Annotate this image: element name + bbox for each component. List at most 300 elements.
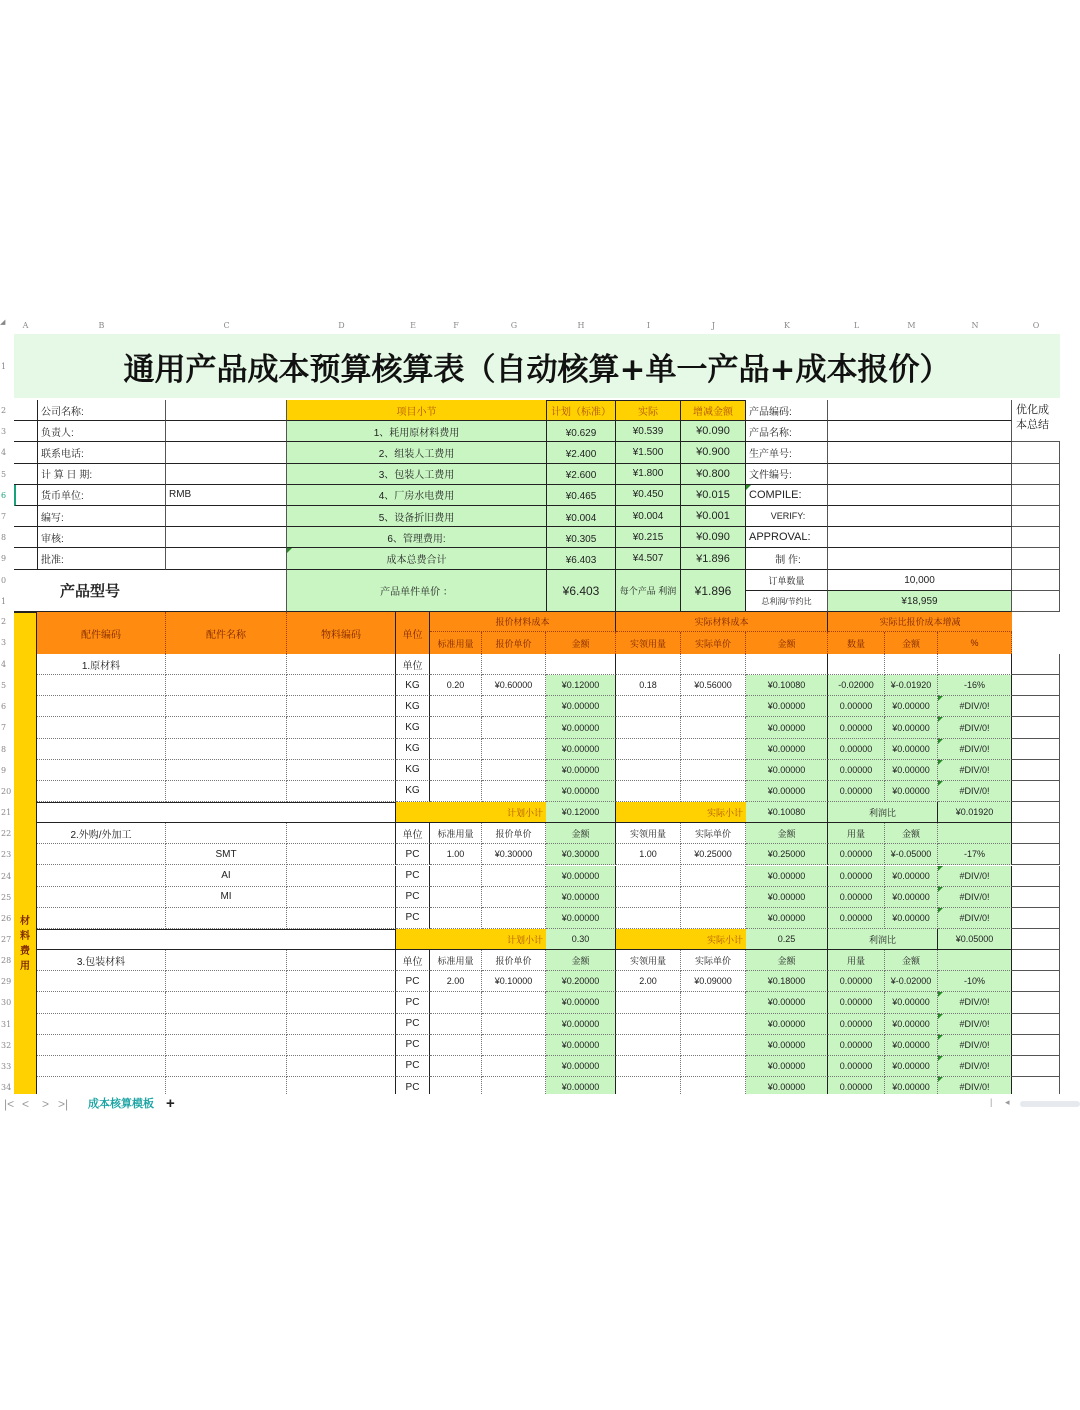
summary-item[interactable]: 2、组装人工费用 xyxy=(287,442,546,463)
blank-cell[interactable] xyxy=(14,464,37,485)
actual-amount-cell[interactable]: ¥0.00000 xyxy=(746,992,828,1013)
part-name-cell[interactable]: AI xyxy=(166,866,287,887)
qty-cell[interactable]: 0.00000 xyxy=(828,760,885,781)
actual-qty-cell[interactable] xyxy=(616,908,681,929)
part-name-cell[interactable] xyxy=(166,717,287,738)
optimize-summary-note[interactable]: 优化成本总结 xyxy=(1012,400,1060,442)
actual-qty-cell[interactable]: 2.00 xyxy=(616,971,681,992)
quote-price-cell[interactable] xyxy=(482,887,546,908)
diff-amount-cell[interactable]: ¥0.00000 xyxy=(885,1056,938,1077)
unit-cell[interactable]: PC xyxy=(396,1014,430,1035)
column-header-k[interactable]: K xyxy=(784,321,790,330)
actual-price-cell[interactable] xyxy=(681,992,746,1013)
material-code-cell[interactable] xyxy=(287,760,396,781)
diff-amount-cell[interactable]: ¥0.00000 xyxy=(885,739,938,760)
material-code-cell[interactable] xyxy=(287,992,396,1013)
blank-cell[interactable] xyxy=(1012,950,1060,971)
diff-amount-cell[interactable]: ¥0.00000 xyxy=(885,866,938,887)
qty-cell[interactable]: 用量 xyxy=(828,950,885,971)
header-material-code[interactable]: 物料编码 xyxy=(287,612,396,654)
actual-qty-cell[interactable] xyxy=(616,739,681,760)
info-value[interactable] xyxy=(166,506,287,527)
summary-diff[interactable]: ¥0.001 xyxy=(681,506,746,527)
actual-amount-cell[interactable]: ¥0.00000 xyxy=(746,1077,828,1098)
blank-cell[interactable] xyxy=(1012,802,1060,823)
summary-header-item[interactable]: 项目小节 xyxy=(287,400,546,421)
pct-cell[interactable]: #DIV/0! xyxy=(938,992,1012,1013)
actual-qty-cell[interactable] xyxy=(616,866,681,887)
std-qty-cell[interactable] xyxy=(430,887,482,908)
info-value[interactable] xyxy=(828,506,1012,527)
amount-cell[interactable]: ¥0.30000 xyxy=(546,844,616,865)
blank-cell[interactable] xyxy=(1012,844,1060,865)
info-value[interactable] xyxy=(166,548,287,570)
column-header-a[interactable]: A xyxy=(22,321,29,330)
qty-cell[interactable]: 0.00000 xyxy=(828,844,885,865)
pct-cell[interactable]: #DIV/0! xyxy=(938,696,1012,717)
info-label[interactable]: VERIFY: xyxy=(746,506,828,527)
info-value[interactable] xyxy=(166,400,287,421)
amount-cell[interactable]: ¥0.00000 xyxy=(546,866,616,887)
material-code-cell[interactable] xyxy=(287,717,396,738)
plan-subtotal-value[interactable]: 0.30 xyxy=(546,929,616,950)
row-header[interactable]: 6 xyxy=(1,490,7,500)
diff-amount-cell[interactable]: ¥-0.05000 xyxy=(885,844,938,865)
pct-cell[interactable]: #DIV/0! xyxy=(938,866,1012,887)
summary-note-cell[interactable] xyxy=(1012,442,1060,463)
material-code-cell[interactable] xyxy=(287,781,396,802)
diff-amount-cell[interactable]: ¥0.00000 xyxy=(885,1014,938,1035)
pct-cell[interactable]: -10% xyxy=(938,971,1012,992)
part-code-cell[interactable] xyxy=(37,717,166,738)
actual-amount-cell[interactable]: 金额 xyxy=(746,823,828,844)
part-code-cell[interactable] xyxy=(37,844,166,865)
column-header-m[interactable]: M xyxy=(907,321,916,330)
qty-cell[interactable]: 0.00000 xyxy=(828,1077,885,1098)
unit-cell[interactable]: KG xyxy=(396,739,430,760)
material-code-cell[interactable] xyxy=(287,950,396,971)
actual-qty-cell[interactable] xyxy=(616,696,681,717)
part-name-cell[interactable] xyxy=(166,696,287,717)
quote-price-cell[interactable] xyxy=(482,781,546,802)
amount-cell[interactable]: ¥0.00000 xyxy=(546,992,616,1013)
profit-ratio-value[interactable]: ¥0.01920 xyxy=(938,802,1012,823)
info-label[interactable]: 计 算 日 期: xyxy=(37,464,166,485)
first-sheet-button[interactable]: |< xyxy=(4,1097,15,1111)
blank-cell[interactable] xyxy=(1012,929,1060,950)
row-header[interactable]: 2 xyxy=(1,406,7,415)
unit-cell[interactable]: KG xyxy=(396,760,430,781)
part-name-cell[interactable] xyxy=(166,760,287,781)
material-code-cell[interactable] xyxy=(287,675,396,696)
part-name-cell[interactable] xyxy=(166,950,287,971)
actual-price-cell[interactable] xyxy=(681,781,746,802)
actual-amount-cell[interactable] xyxy=(746,654,828,675)
part-code-cell[interactable] xyxy=(37,739,166,760)
part-name-cell[interactable] xyxy=(166,823,287,844)
info-label[interactable]: 联系电话: xyxy=(37,442,166,463)
part-name-cell[interactable] xyxy=(166,1014,287,1035)
column-header-n[interactable]: N xyxy=(971,321,979,330)
actual-amount-cell[interactable]: ¥0.00000 xyxy=(746,717,828,738)
blank-cell[interactable] xyxy=(1012,992,1060,1013)
spreadsheet-grid[interactable] xyxy=(0,318,1080,1094)
actual-amount-cell[interactable]: ¥0.10080 xyxy=(746,675,828,696)
pct-cell[interactable]: #DIV/0! xyxy=(938,1014,1012,1035)
blank-cell[interactable] xyxy=(1012,696,1060,717)
material-code-cell[interactable] xyxy=(287,971,396,992)
header-actual-qty[interactable]: 实领用量 xyxy=(616,632,681,654)
unit-cell[interactable]: KG xyxy=(396,781,430,802)
part-name-cell[interactable] xyxy=(166,971,287,992)
column-header-o[interactable]: O xyxy=(1032,321,1040,330)
column-header-h[interactable]: H xyxy=(577,321,585,330)
header-actual-price[interactable]: 实际单价 xyxy=(681,632,746,654)
pct-cell[interactable] xyxy=(938,823,1012,844)
actual-qty-cell[interactable] xyxy=(616,760,681,781)
part-code-cell[interactable] xyxy=(37,760,166,781)
qty-cell[interactable]: 0.00000 xyxy=(828,1035,885,1056)
amount-cell[interactable]: ¥0.00000 xyxy=(546,1056,616,1077)
profit-ratio-label[interactable]: 利润比 xyxy=(828,802,938,823)
diff-amount-cell[interactable]: ¥-0.01920 xyxy=(885,675,938,696)
section-name[interactable]: 3.包装材料 xyxy=(37,950,166,971)
summary-actual[interactable]: ¥0.450 xyxy=(616,485,681,506)
summary-item[interactable]: 成本总费合计 xyxy=(287,548,546,570)
std-qty-cell[interactable]: 0.20 xyxy=(430,675,482,696)
unit-cell[interactable]: KG xyxy=(396,675,430,696)
diff-amount-cell[interactable]: 金额 xyxy=(885,823,938,844)
pct-cell[interactable]: #DIV/0! xyxy=(938,781,1012,802)
summary-diff[interactable]: ¥0.900 xyxy=(681,442,746,463)
diff-amount-cell[interactable]: 金额 xyxy=(885,950,938,971)
amount-cell[interactable]: ¥0.00000 xyxy=(546,760,616,781)
quote-price-cell[interactable] xyxy=(482,866,546,887)
actual-amount-cell[interactable]: ¥0.00000 xyxy=(746,1056,828,1077)
actual-price-cell[interactable] xyxy=(681,654,746,675)
blank-cell[interactable] xyxy=(1012,781,1060,802)
quote-price-cell[interactable]: 报价单价 xyxy=(482,823,546,844)
header-unit[interactable]: 单位 xyxy=(396,612,430,654)
info-value[interactable] xyxy=(828,400,1012,421)
info-label[interactable]: 产品编码: xyxy=(746,400,828,421)
blank-cell[interactable] xyxy=(1012,739,1060,760)
blank-cell[interactable] xyxy=(14,400,37,421)
scroll-left-icon[interactable]: ◂ xyxy=(1005,1097,1010,1107)
summary-plan[interactable]: ¥0.305 xyxy=(546,527,616,548)
row-header[interactable]: 27 xyxy=(1,934,12,944)
blank-cell[interactable] xyxy=(1012,717,1060,738)
unit-price-plan[interactable]: ¥6.403 xyxy=(546,570,616,612)
material-code-cell[interactable] xyxy=(287,866,396,887)
part-code-cell[interactable] xyxy=(37,781,166,802)
diff-amount-cell[interactable]: ¥0.00000 xyxy=(885,908,938,929)
amount-cell[interactable] xyxy=(546,654,616,675)
subtotal-blank[interactable] xyxy=(37,929,396,950)
part-code-cell[interactable] xyxy=(37,1035,166,1056)
subtotal-blank[interactable] xyxy=(37,802,396,823)
blank-cell[interactable] xyxy=(1012,887,1060,908)
summary-diff[interactable]: ¥0.800 xyxy=(681,464,746,485)
summary-plan[interactable]: ¥2.600 xyxy=(546,464,616,485)
product-model-label[interactable]: 产品型号 xyxy=(14,570,166,612)
std-qty-cell[interactable] xyxy=(430,1014,482,1035)
diff-amount-cell[interactable]: ¥0.00000 xyxy=(885,696,938,717)
part-code-cell[interactable] xyxy=(37,971,166,992)
amount-cell[interactable]: ¥0.00000 xyxy=(546,696,616,717)
column-header-f[interactable]: F xyxy=(453,321,459,330)
actual-price-cell[interactable] xyxy=(681,866,746,887)
diff-amount-cell[interactable]: ¥-0.02000 xyxy=(885,971,938,992)
actual-price-cell[interactable] xyxy=(681,717,746,738)
std-qty-cell[interactable] xyxy=(430,717,482,738)
row-header[interactable]: 9 xyxy=(1,554,7,564)
row-header[interactable]: 8 xyxy=(1,744,7,754)
actual-amount-cell[interactable]: ¥0.00000 xyxy=(746,760,828,781)
profit-ratio-value[interactable]: ¥0.05000 xyxy=(938,929,1012,950)
column-header-l[interactable]: L xyxy=(853,321,860,330)
blank-cell[interactable] xyxy=(14,442,37,463)
diff-amount-cell[interactable] xyxy=(885,654,938,675)
info-value[interactable] xyxy=(828,527,1012,548)
blank-cell[interactable] xyxy=(1012,1014,1060,1035)
std-qty-cell[interactable] xyxy=(430,739,482,760)
summary-item[interactable]: 6、管理费用: xyxy=(287,527,546,548)
row-header[interactable]: 7 xyxy=(1,723,7,733)
unit-cell[interactable]: PC xyxy=(396,887,430,908)
actual-price-cell[interactable]: ¥0.09000 xyxy=(681,971,746,992)
part-name-cell[interactable] xyxy=(166,781,287,802)
blank-cell[interactable] xyxy=(1012,760,1060,781)
material-code-cell[interactable] xyxy=(287,908,396,929)
material-code-cell[interactable] xyxy=(287,823,396,844)
header-amount[interactable]: 金额 xyxy=(546,632,616,654)
std-qty-cell[interactable] xyxy=(430,781,482,802)
diff-amount-cell[interactable]: ¥0.00000 xyxy=(885,717,938,738)
plan-subtotal-label[interactable]: 计划小计 xyxy=(396,929,546,950)
info-label[interactable]: 生产单号: xyxy=(746,442,828,463)
amount-cell[interactable]: ¥0.00000 xyxy=(546,1014,616,1035)
plan-subtotal-value[interactable]: ¥0.12000 xyxy=(546,802,616,823)
diff-amount-cell[interactable]: ¥0.00000 xyxy=(885,1035,938,1056)
amount-cell[interactable]: ¥0.00000 xyxy=(546,739,616,760)
pct-cell[interactable]: #DIV/0! xyxy=(938,739,1012,760)
qty-cell[interactable] xyxy=(828,654,885,675)
std-qty-cell[interactable] xyxy=(430,654,482,675)
std-qty-cell[interactable]: 标准用量 xyxy=(430,823,482,844)
material-cost-side-bar[interactable] xyxy=(14,612,37,1098)
unit-cell[interactable]: KG xyxy=(396,696,430,717)
row-header[interactable]: 22 xyxy=(1,829,12,839)
quote-price-cell[interactable] xyxy=(482,1056,546,1077)
unit-cell[interactable]: PC xyxy=(396,1035,430,1056)
quote-price-cell[interactable] xyxy=(482,1035,546,1056)
blank-cell[interactable] xyxy=(14,506,37,527)
summary-actual[interactable]: ¥4.507 xyxy=(616,548,681,570)
add-sheet-button[interactable]: + xyxy=(166,1095,175,1112)
quote-price-cell[interactable]: ¥0.60000 xyxy=(482,675,546,696)
diff-amount-cell[interactable]: ¥0.00000 xyxy=(885,1077,938,1098)
plan-subtotal-label[interactable]: 计划小计 xyxy=(396,802,546,823)
amount-cell[interactable]: 金额 xyxy=(546,950,616,971)
diff-amount-cell[interactable]: ¥0.00000 xyxy=(885,992,938,1013)
part-code-cell[interactable] xyxy=(37,992,166,1013)
info-value[interactable] xyxy=(828,442,1012,463)
actual-subtotal-value[interactable]: ¥0.10080 xyxy=(746,802,828,823)
row-header[interactable]: 0 xyxy=(1,576,7,585)
info-value[interactable] xyxy=(166,421,287,442)
prev-sheet-button[interactable]: < xyxy=(22,1097,30,1111)
blank-cell[interactable] xyxy=(1012,866,1060,887)
summary-note-cell[interactable] xyxy=(1012,464,1060,485)
unit-cell[interactable]: 单位 xyxy=(396,950,430,971)
blank-cell[interactable] xyxy=(1012,570,1060,591)
summary-item[interactable]: 5、设备折旧费用 xyxy=(287,506,546,527)
row-header[interactable]: 5 xyxy=(1,469,7,479)
header-quote-group[interactable]: 报价材料成本 xyxy=(430,612,616,632)
part-code-cell[interactable] xyxy=(37,908,166,929)
profit-per-unit-label[interactable]: 每个产品 利润 xyxy=(616,570,681,612)
diff-amount-cell[interactable]: ¥0.00000 xyxy=(885,887,938,908)
part-name-cell[interactable]: SMT xyxy=(166,844,287,865)
unit-cell[interactable]: PC xyxy=(396,866,430,887)
column-header-e[interactable]: E xyxy=(410,321,416,330)
actual-qty-cell[interactable] xyxy=(616,717,681,738)
info-label[interactable]: 批准: xyxy=(37,548,166,570)
row-header[interactable]: 5 xyxy=(1,681,7,691)
actual-qty-cell[interactable] xyxy=(616,887,681,908)
actual-amount-cell[interactable]: ¥0.25000 xyxy=(746,844,828,865)
actual-amount-cell[interactable]: 金额 xyxy=(746,950,828,971)
header-qty[interactable]: 数量 xyxy=(828,632,885,654)
amount-cell[interactable]: ¥0.00000 xyxy=(546,1035,616,1056)
row-header[interactable]: 33 xyxy=(1,1061,12,1071)
blank-cell[interactable] xyxy=(14,548,37,570)
pct-cell[interactable]: -17% xyxy=(938,844,1012,865)
sheet-tab-cost-template[interactable]: 成本核算模板 xyxy=(80,1094,162,1114)
pct-cell[interactable]: #DIV/0! xyxy=(938,1035,1012,1056)
section-name[interactable]: 2.外购/外加工 xyxy=(37,823,166,844)
qty-cell[interactable]: 0.00000 xyxy=(828,887,885,908)
std-qty-cell[interactable] xyxy=(430,992,482,1013)
row-header[interactable]: 28 xyxy=(1,956,12,966)
unit-cell[interactable]: PC xyxy=(396,971,430,992)
next-sheet-button[interactable]: > xyxy=(42,1097,50,1111)
material-code-cell[interactable] xyxy=(287,887,396,908)
std-qty-cell[interactable] xyxy=(430,908,482,929)
qty-cell[interactable]: 0.00000 xyxy=(828,908,885,929)
unit-cell[interactable]: PC xyxy=(396,1056,430,1077)
qty-cell[interactable]: -0.02000 xyxy=(828,675,885,696)
pct-cell[interactable]: #DIV/0! xyxy=(938,908,1012,929)
actual-amount-cell[interactable]: ¥0.00000 xyxy=(746,1035,828,1056)
quote-price-cell[interactable]: ¥0.30000 xyxy=(482,844,546,865)
part-code-cell[interactable] xyxy=(37,1014,166,1035)
row-header[interactable]: 30 xyxy=(1,998,12,1008)
info-label[interactable]: 货币单位: xyxy=(37,485,166,506)
qty-cell[interactable]: 0.00000 xyxy=(828,992,885,1013)
summary-actual[interactable]: ¥0.539 xyxy=(616,421,681,442)
product-model-value[interactable] xyxy=(166,570,287,612)
actual-subtotal-value[interactable]: 0.25 xyxy=(746,929,828,950)
select-all-corner[interactable]: ◢ xyxy=(0,319,6,326)
quote-price-cell[interactable] xyxy=(482,1014,546,1035)
material-code-cell[interactable] xyxy=(287,1014,396,1035)
std-qty-cell[interactable]: 标准用量 xyxy=(430,950,482,971)
unit-price-diff[interactable]: ¥1.896 xyxy=(681,570,746,612)
summary-actual[interactable]: ¥1.800 xyxy=(616,464,681,485)
column-header-i[interactable]: I xyxy=(646,321,651,330)
row-header[interactable]: 34 xyxy=(1,1083,12,1092)
part-name-cell[interactable] xyxy=(166,1056,287,1077)
unit-cell[interactable]: PC xyxy=(396,908,430,929)
actual-amount-cell[interactable]: ¥0.00000 xyxy=(746,739,828,760)
summary-note-cell[interactable] xyxy=(1012,527,1060,548)
unit-cell[interactable]: PC xyxy=(396,1077,430,1098)
info-label[interactable]: APPROVAL: xyxy=(746,527,828,548)
std-qty-cell[interactable] xyxy=(430,760,482,781)
summary-diff[interactable]: ¥0.015 xyxy=(681,485,746,506)
amount-cell[interactable]: ¥0.00000 xyxy=(546,887,616,908)
unit-cell[interactable]: PC xyxy=(396,992,430,1013)
material-code-cell[interactable] xyxy=(287,844,396,865)
row-header[interactable]: 4 xyxy=(1,660,7,669)
part-name-cell[interactable] xyxy=(166,908,287,929)
actual-price-cell[interactable] xyxy=(681,908,746,929)
quote-price-cell[interactable] xyxy=(482,739,546,760)
unit-cell[interactable]: 单位 xyxy=(396,823,430,844)
amount-cell[interactable]: ¥0.12000 xyxy=(546,675,616,696)
actual-amount-cell[interactable]: ¥0.00000 xyxy=(746,908,828,929)
row-header[interactable]: 2 xyxy=(1,617,7,626)
blank-cell[interactable] xyxy=(1012,1056,1060,1077)
unit-cell[interactable]: 单位 xyxy=(396,654,430,675)
qty-cell[interactable]: 0.00000 xyxy=(828,1014,885,1035)
actual-price-cell[interactable]: 实际单价 xyxy=(681,950,746,971)
blank-cell[interactable] xyxy=(1012,971,1060,992)
info-value[interactable] xyxy=(828,548,1012,570)
actual-amount-cell[interactable]: ¥0.00000 xyxy=(746,866,828,887)
pct-cell[interactable]: #DIV/0! xyxy=(938,887,1012,908)
info-label[interactable]: 负责人: xyxy=(37,421,166,442)
actual-price-cell[interactable] xyxy=(681,760,746,781)
blank-cell[interactable] xyxy=(14,421,37,442)
unit-cell[interactable]: PC xyxy=(396,844,430,865)
summary-header-diff[interactable]: 增减金额 xyxy=(681,400,746,421)
std-qty-cell[interactable] xyxy=(430,1035,482,1056)
amount-cell[interactable]: 金额 xyxy=(546,823,616,844)
amount-cell[interactable]: ¥0.00000 xyxy=(546,908,616,929)
blank-cell[interactable] xyxy=(1012,908,1060,929)
actual-qty-cell[interactable]: 实领用量 xyxy=(616,823,681,844)
actual-price-cell[interactable]: ¥0.25000 xyxy=(681,844,746,865)
pct-cell[interactable] xyxy=(938,654,1012,675)
part-name-cell[interactable] xyxy=(166,675,287,696)
diff-amount-cell[interactable]: ¥0.00000 xyxy=(885,760,938,781)
quote-price-cell[interactable] xyxy=(482,717,546,738)
blank-cell[interactable] xyxy=(1012,654,1060,675)
std-qty-cell[interactable] xyxy=(430,1056,482,1077)
row-header[interactable]: 24 xyxy=(1,871,12,881)
part-code-cell[interactable] xyxy=(37,675,166,696)
part-name-cell[interactable] xyxy=(166,1035,287,1056)
pct-cell[interactable]: #DIV/0! xyxy=(938,1077,1012,1098)
pct-cell[interactable]: #DIV/0! xyxy=(938,760,1012,781)
part-name-cell[interactable] xyxy=(166,992,287,1013)
part-code-cell[interactable] xyxy=(37,866,166,887)
summary-actual[interactable]: ¥0.004 xyxy=(616,506,681,527)
blank-cell[interactable] xyxy=(1012,1035,1060,1056)
